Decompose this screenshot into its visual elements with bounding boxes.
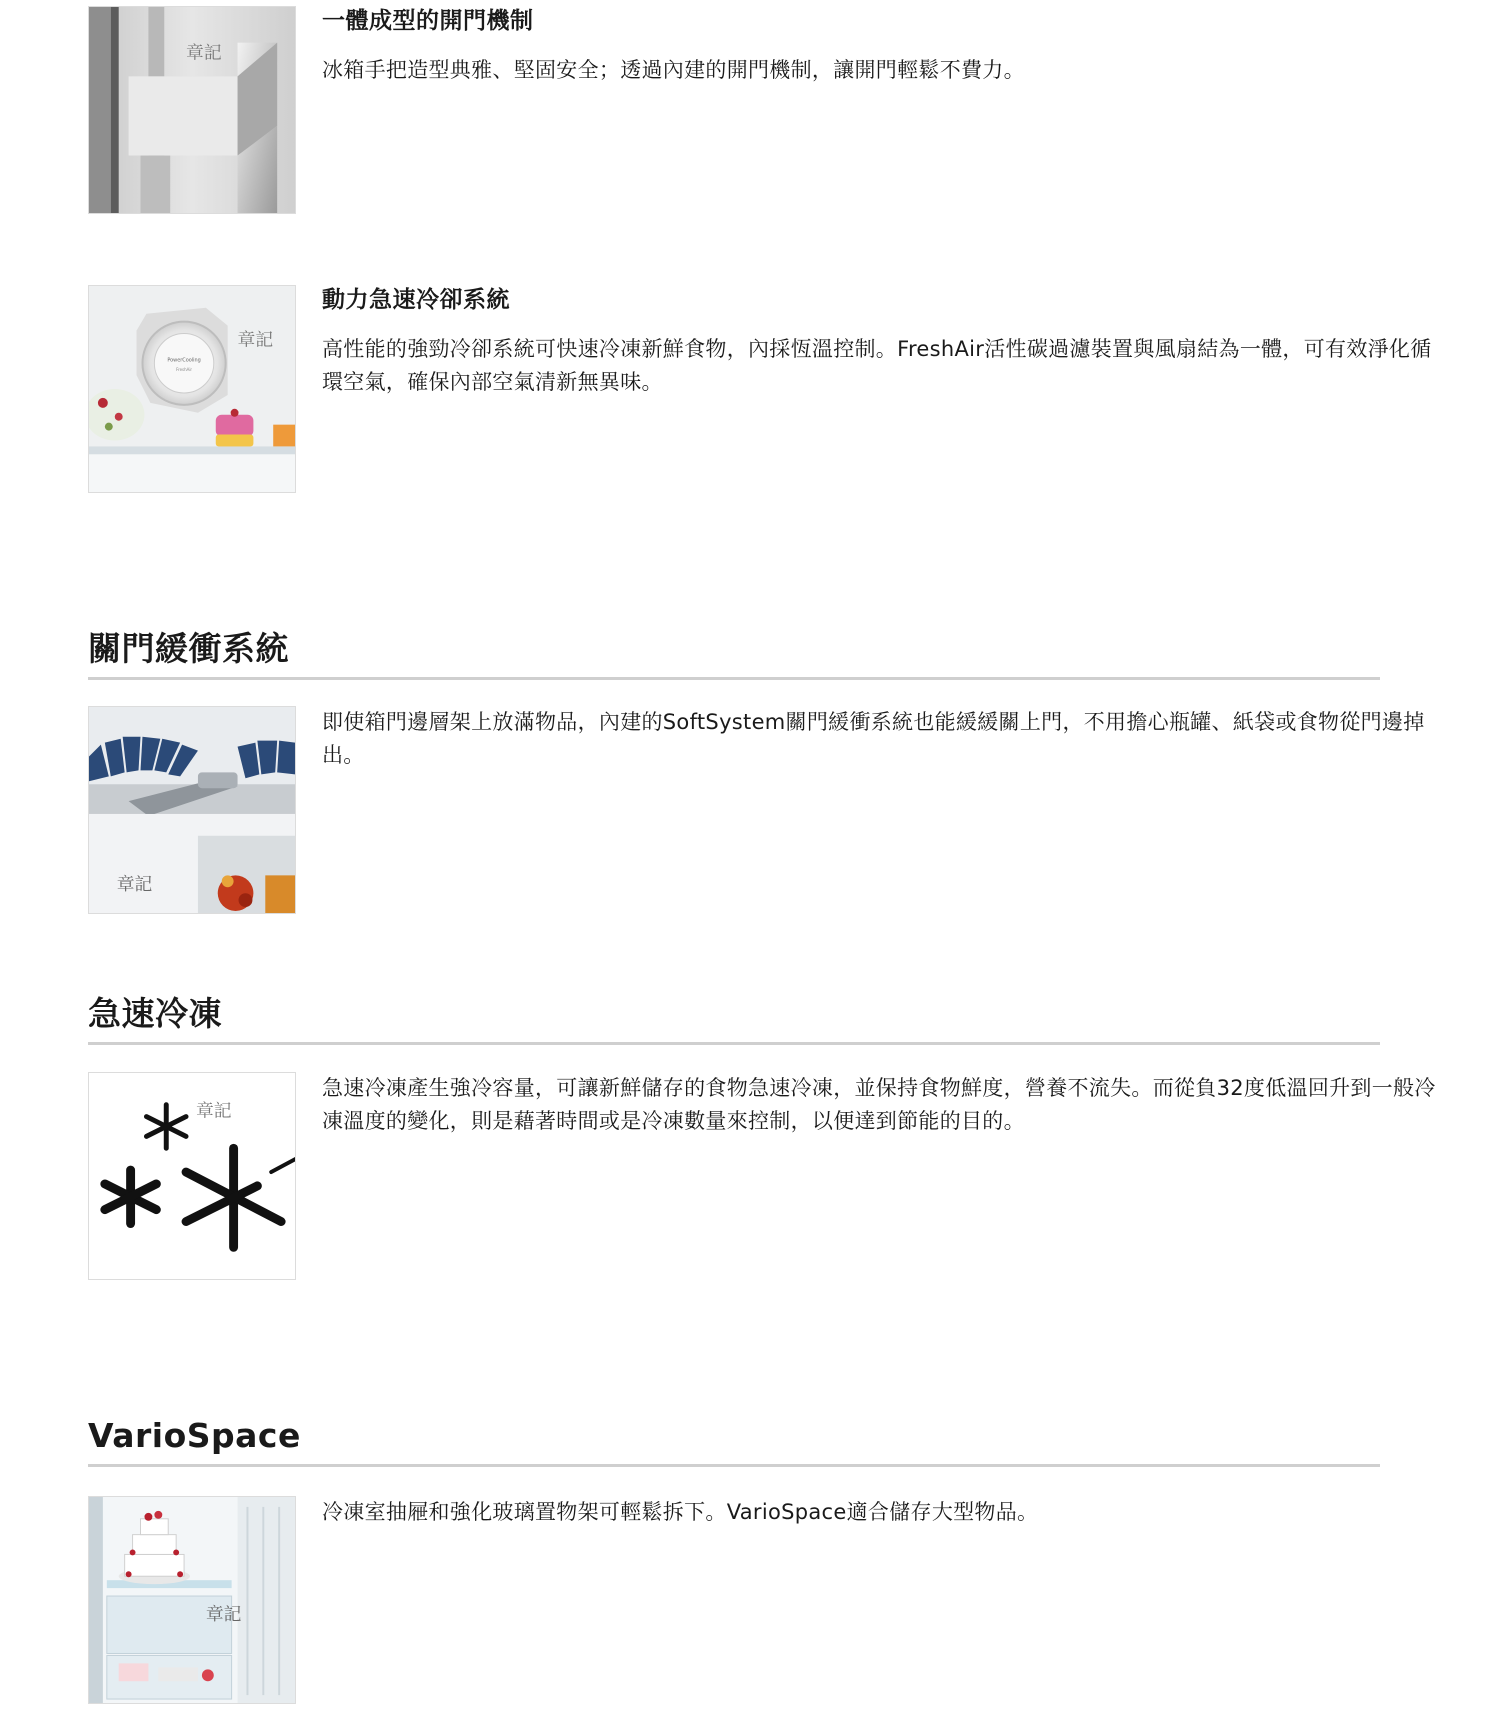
section-description: 冷凍室抽屜和強化玻璃置物架可輕鬆拆下。VarioSpace適合儲存大型物品。	[322, 1500, 1039, 1524]
section-description: 即使箱門邊層架上放滿物品，內建的SoftSystem關門緩衝系統也能緩緩關上門，不用擔心瓶罐、紙袋或食物從門邊掉出。	[322, 710, 1425, 767]
watermark-text: 章記	[116, 874, 153, 896]
device-label-2: FreshAir	[176, 367, 193, 373]
section-title: 關門緩衝系統	[88, 629, 289, 668]
freezer-cake-photo	[88, 1496, 296, 1704]
device-label-1: PowerCooling	[167, 357, 201, 364]
watermark-text: 章記	[186, 42, 222, 64]
watermark-text: 章記	[237, 329, 274, 351]
section-header-variospace	[88, 1414, 1380, 1467]
fan-unit-photo	[88, 285, 296, 493]
watermark-text: 章記	[205, 1603, 242, 1625]
door-hinge-photo	[88, 706, 296, 914]
section-header-super-frost	[88, 992, 1380, 1045]
feature-title: 動力急速冷卻系統	[322, 287, 510, 313]
feature-title: 一體成型的開門機制	[322, 8, 534, 34]
door-handle-photo	[88, 6, 296, 214]
watermark-text: 章記	[195, 1100, 232, 1122]
section-title: VarioSpace	[88, 1416, 301, 1455]
section-title: 急速冷凍	[88, 994, 222, 1033]
snowflake-stars-icon	[88, 1072, 296, 1280]
feature-description: 冰箱手把造型典雅、堅固安全；透過內建的開門機制，讓開門輕鬆不費力。	[322, 58, 1025, 82]
section-description: 急速冷凍產生強冷容量，可讓新鮮儲存的食物急速冷凍，並保持食物鮮度，營養不流失。而從負32度低溫回升到一般冷凍溫度的變化，則是藉著時間或是冷凍數量來控制，以便達到節能的目的。	[322, 1076, 1436, 1133]
section-header-soft-system	[88, 627, 1380, 680]
feature-description: 高性能的強勁冷卻系統可快速冷凍新鮮食物，內採恆溫控制。FreshAir活性碳過濾裝置與風扇結為一體，可有效淨化循環空氣，確保內部空氣清新無異味。	[322, 337, 1432, 394]
